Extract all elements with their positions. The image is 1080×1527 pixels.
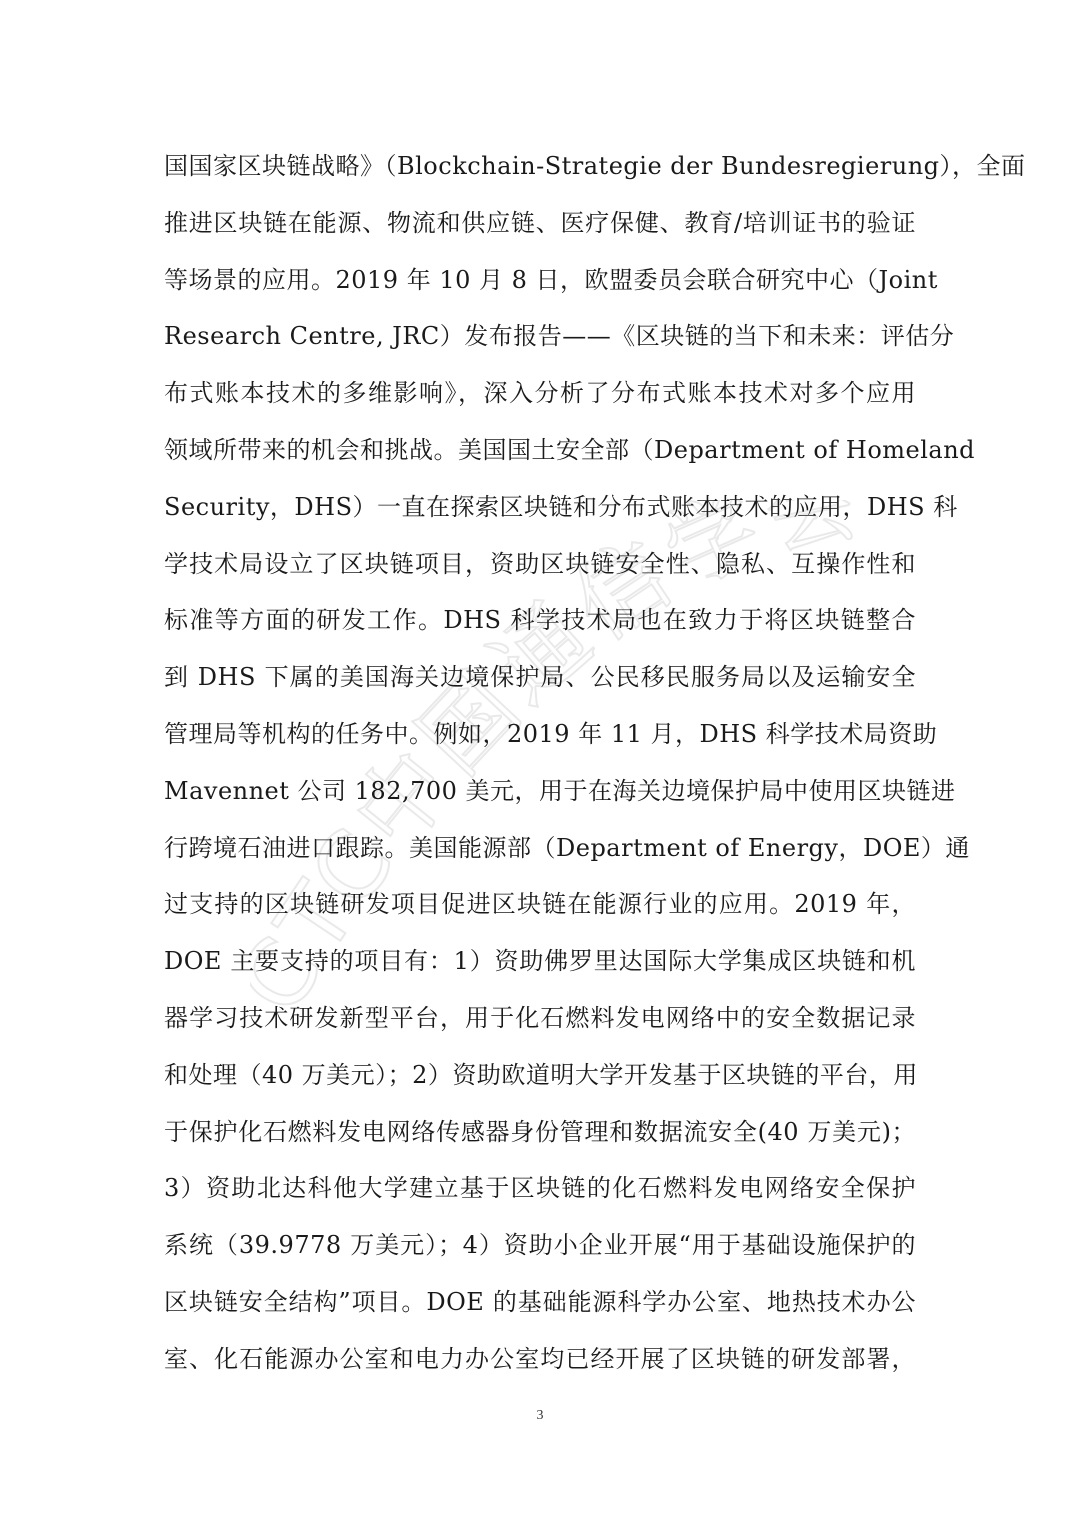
text-line: 于保护化石燃料发电网络传感器身份管理和数据流安全(40 万美元)； [164, 1117, 916, 1146]
text-line: 等场景的应用。2019 年 10 月 8 日，欧盟委员会联合研究中心（Joint [164, 265, 938, 294]
text-line: 过支持的区块链研发项目促进区块链在能源行业的应用。2019 年， [164, 890, 916, 919]
text-line: 区块链安全结构”项目。DOE 的基础能源科学办公室、地热技术办公 [164, 1287, 916, 1316]
text-line: 管理局等机构的任务中。例如，2019 年 11 月，DHS 科学技术局资助 [164, 719, 938, 748]
text-line: 国国家区块链战略》（Blockchain-Strategie der Bundesregierung），全面 [164, 152, 1026, 180]
text-line: 3）资助北达科他大学建立基于区块链的化石燃料发电网络安全保护 [164, 1174, 916, 1203]
text-line: 系统（39.9778 万美元）；4）资助小企业开展“用于基础设施保护的 [164, 1231, 916, 1260]
text-line: 器学习技术研发新型平台，用于化石燃料发电网络中的安全数据记录 [164, 1003, 916, 1032]
text-line: 和处理（40 万美元）；2）资助欧道明大学开发基于区块链的平台，用 [164, 1060, 918, 1089]
text-line: Mavennet 公司 182,700 美元，用于在海关边境保护局中使用区块链进 [164, 776, 956, 805]
text-line: 布式账本技术的多维影响》，深入分析了分布式账本技术对多个应用 [164, 379, 916, 408]
text-line: 标准等方面的研发工作。DHS 科学技术局也在致力于将区块链整合 [164, 606, 916, 635]
page-number: 3 [536, 1408, 544, 1423]
text-line: 学技术局设立了区块链项目，资助区块链安全性、隐私、互操作性和 [164, 549, 916, 578]
text-line: 到 DHS 下属的美国海关边境保护局、公民移民服务局以及运输安全 [164, 663, 916, 692]
text-line: 室、化石能源办公室和电力办公室均已经开展了区块链的研发部署， [164, 1344, 916, 1373]
text-line: DOE 主要支持的项目有：1）资助佛罗里达国际大学集成区块链和机 [164, 947, 916, 976]
text-line: 行跨境石油进口跟踪。美国能源部（Department of Energy，DOE）通 [164, 833, 970, 862]
text-line: 推进区块链在能源、物流和供应链、医疗保健、教育/培训证书的验证 [164, 208, 916, 237]
body-text [164, 138, 1026, 1388]
text-line: Security，DHS）一直在探索区块链和分布式账本技术的应用，DHS 科 [164, 492, 958, 521]
svg-text:CTC中国通信学会: TC中国通信学会 [256, 500, 874, 973]
text-line: Research Centre, JRC）发布报告——《区块链的当下和未来：评估分 [164, 322, 955, 351]
text-line: 领域所带来的机会和挑战。美国国土安全部（Department of Homeland [164, 435, 976, 464]
